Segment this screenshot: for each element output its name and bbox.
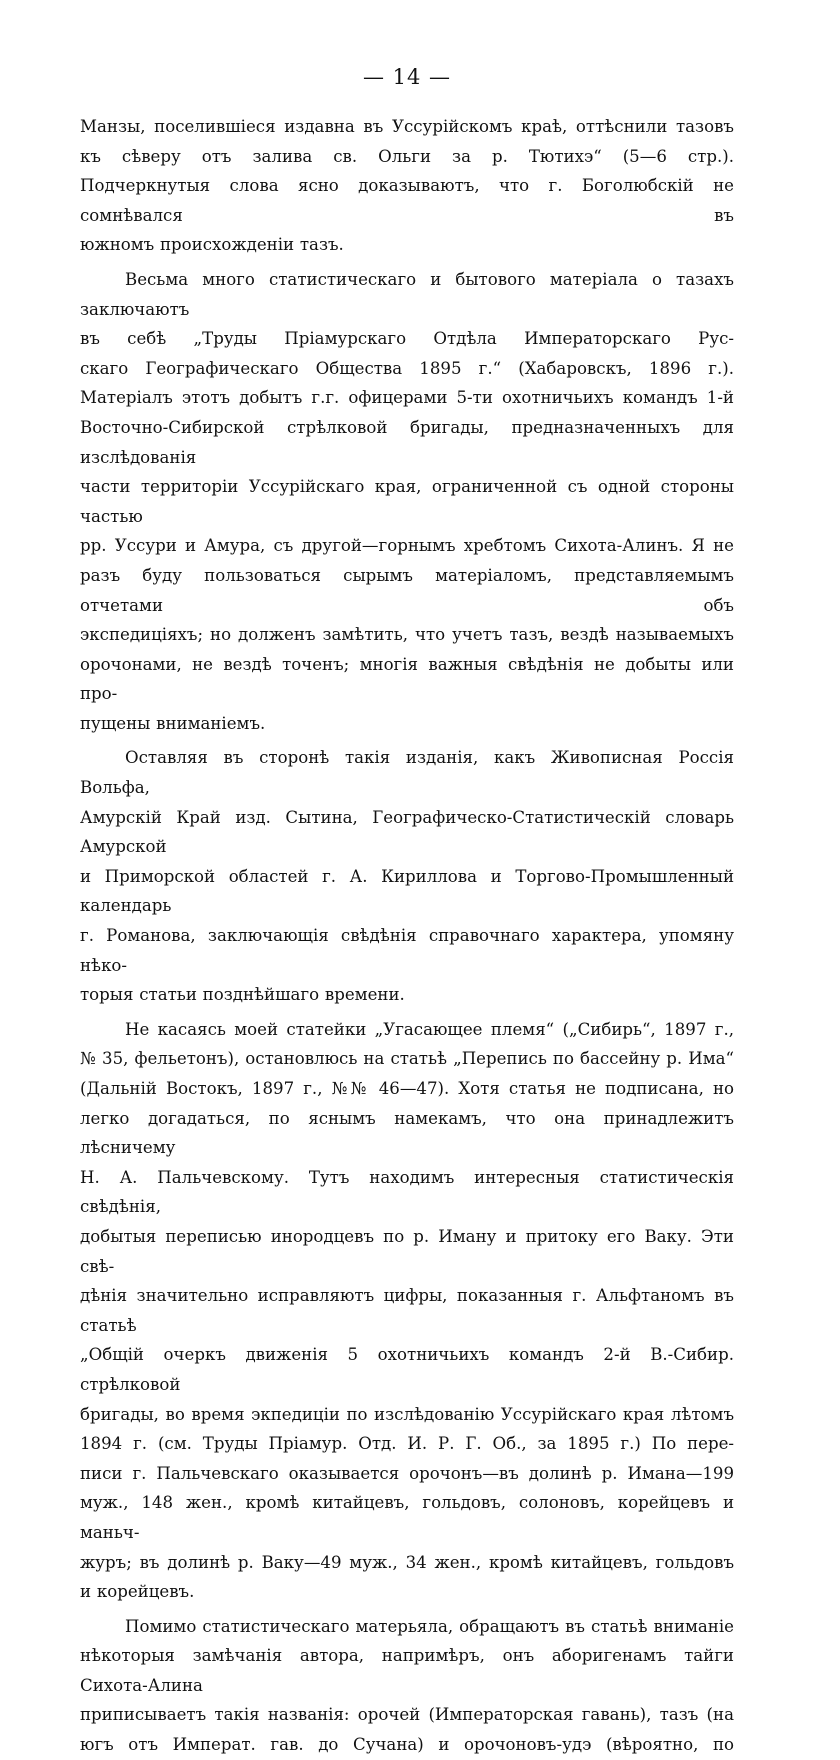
text-line: Амурскій Край изд. Сытина, Географическо-Статистическій словарь Амурской xyxy=(80,807,734,857)
text-line: добытыя переписью инородцевъ по р. Иману и притоку его Ваку. Эти свѣ- xyxy=(80,1226,734,1276)
paragraph-1 xyxy=(80,112,734,260)
paragraph-2 xyxy=(80,265,734,739)
text-line: приписываетъ такія названія: орочей (Императорская гавань), тазъ (на xyxy=(80,1705,734,1725)
text-line: „Общій очеркъ движенія 5 охотничьихъ командъ 2-й В.-Сибир. стрѣлковой xyxy=(80,1345,734,1394)
text-line: скаго Географическаго Общества 1895 г.“ (Хабаровскъ, 1896 г.). xyxy=(80,358,734,378)
text-line: пущены вниманіемъ. xyxy=(80,713,266,733)
text-line: г. Романова, заключающія свѣдѣнія справочнаго характера, упомяну нѣко- xyxy=(80,926,734,975)
text-line: Н. А. Пальчевскому. Тутъ находимъ интересныя статистическія свѣдѣнія, xyxy=(80,1167,734,1217)
text-line: южномъ происхожденіи тазъ. xyxy=(80,235,344,255)
text-line: муж., 148 жен., кромѣ китайцевъ, гольдовъ, солоновъ, корейцевъ и маньч- xyxy=(80,1493,734,1542)
text-line: рр. Уссури и Амура, съ другой—горнымъ хребтомъ Сихота-Алинъ. Я не xyxy=(80,536,734,556)
text-line: Восточно-Сибирской стрѣлковой бригады, предназначенныхъ для изслѣдованія xyxy=(80,417,734,467)
text-line: и корейцевъ. xyxy=(80,1582,195,1602)
text-line: 1894 г. (см. Труды Пріамур. Отд. И. Р. Г. Об., за 1895 г.) По пере- xyxy=(80,1434,734,1454)
text-line: нѣкоторыя замѣчанія автора, напримѣръ, онъ аборигенамъ тайги Сихота-Алина xyxy=(80,1646,734,1695)
paragraph-3 xyxy=(80,743,734,1009)
text-line: Манзы, поселившіеся издавна въ Уссурійскомъ краѣ, оттѣснили тазовъ xyxy=(80,117,734,136)
text-line: писи г. Пальчевскаго оказывается орочонъ—въ долинѣ р. Имана—199 xyxy=(80,1463,734,1483)
text-line: торыя статьи позднѣйшаго времени. xyxy=(80,985,405,1005)
text-line: Подчеркнутыя слова ясно доказываютъ, что г. Боголюбскій не сомнѣвался въ xyxy=(80,176,734,225)
page-number: — 14 — xyxy=(362,65,452,89)
document-page xyxy=(80,62,734,1760)
text-line: Не касаясь моей статейки „Угасающее племя“ („Сибирь“, 1897 г., xyxy=(125,1019,734,1039)
text-line: Помимо статистическаго матерьяла, обращаютъ въ статьѣ вниманіе xyxy=(125,1616,734,1636)
text-line: къ сѣверу отъ залива св. Ольги за р. Тютихэ“ (5—6 стр.). xyxy=(80,146,734,166)
paragraph-4 xyxy=(80,1015,734,1607)
paragraph-5 xyxy=(80,1612,734,1760)
text-line: орочонами, не вездѣ точенъ; многія важныя свѣдѣнія не добыты или про- xyxy=(80,654,734,704)
text-line: югъ отъ Императ. гав. до Сучана) и орочоновъ-удэ (вѣроятно, по xyxy=(80,1735,734,1755)
text-line: въ себѣ „Труды Пріамурскаго Отдѣла Императорскаго Рус- xyxy=(80,329,734,349)
text-line: бригады, во время экпедиціи по изслѣдованію Уссурійскаго края лѣтомъ xyxy=(80,1404,734,1424)
text-line: экспедиціяхъ; но долженъ замѣтить, что учетъ тазъ, вездѣ называемыхъ xyxy=(80,625,734,645)
text-line: и Приморской областей г. А. Кириллова и Торгово-Промышленный календарь xyxy=(80,866,734,916)
text-line: (Дальній Востокъ, 1897 г., №№ 46—47). Хотя статья не подписана, но xyxy=(80,1079,734,1098)
text-line: журъ; въ долинѣ р. Ваку—49 муж., 34 жен., кромѣ китайцевъ, гольдовъ xyxy=(80,1552,734,1572)
text-line: части территоріи Уссурійскаго края, ограниченной съ одной стороны частью xyxy=(80,477,734,526)
text-line: Весьма много статистическаго и бытового матеріала о тазахъ заключаютъ xyxy=(80,269,734,319)
text-line: разъ буду пользоваться сырымъ матеріаломъ, представляемымъ отчетами объ xyxy=(80,565,734,615)
text-line: Матеріалъ этотъ добытъ г.г. офицерами 5-ти охотничьихъ командъ 1-й xyxy=(80,388,734,408)
text-line: легко догадаться, по яснымъ намекамъ, что она принадлежитъ лѣсничему xyxy=(80,1108,734,1158)
text-line: дѣнія значительно исправляютъ цифры, показанныя г. Альфтаномъ въ статьѣ xyxy=(80,1286,734,1335)
text-line: Оставляя въ сторонѣ такія изданія, какъ Живописная Россія Вольфа, xyxy=(80,748,734,798)
text-line: № 35, фельетонъ), остановлюсь на статьѣ „Перепись по бассейну р. Има“ xyxy=(80,1049,734,1069)
